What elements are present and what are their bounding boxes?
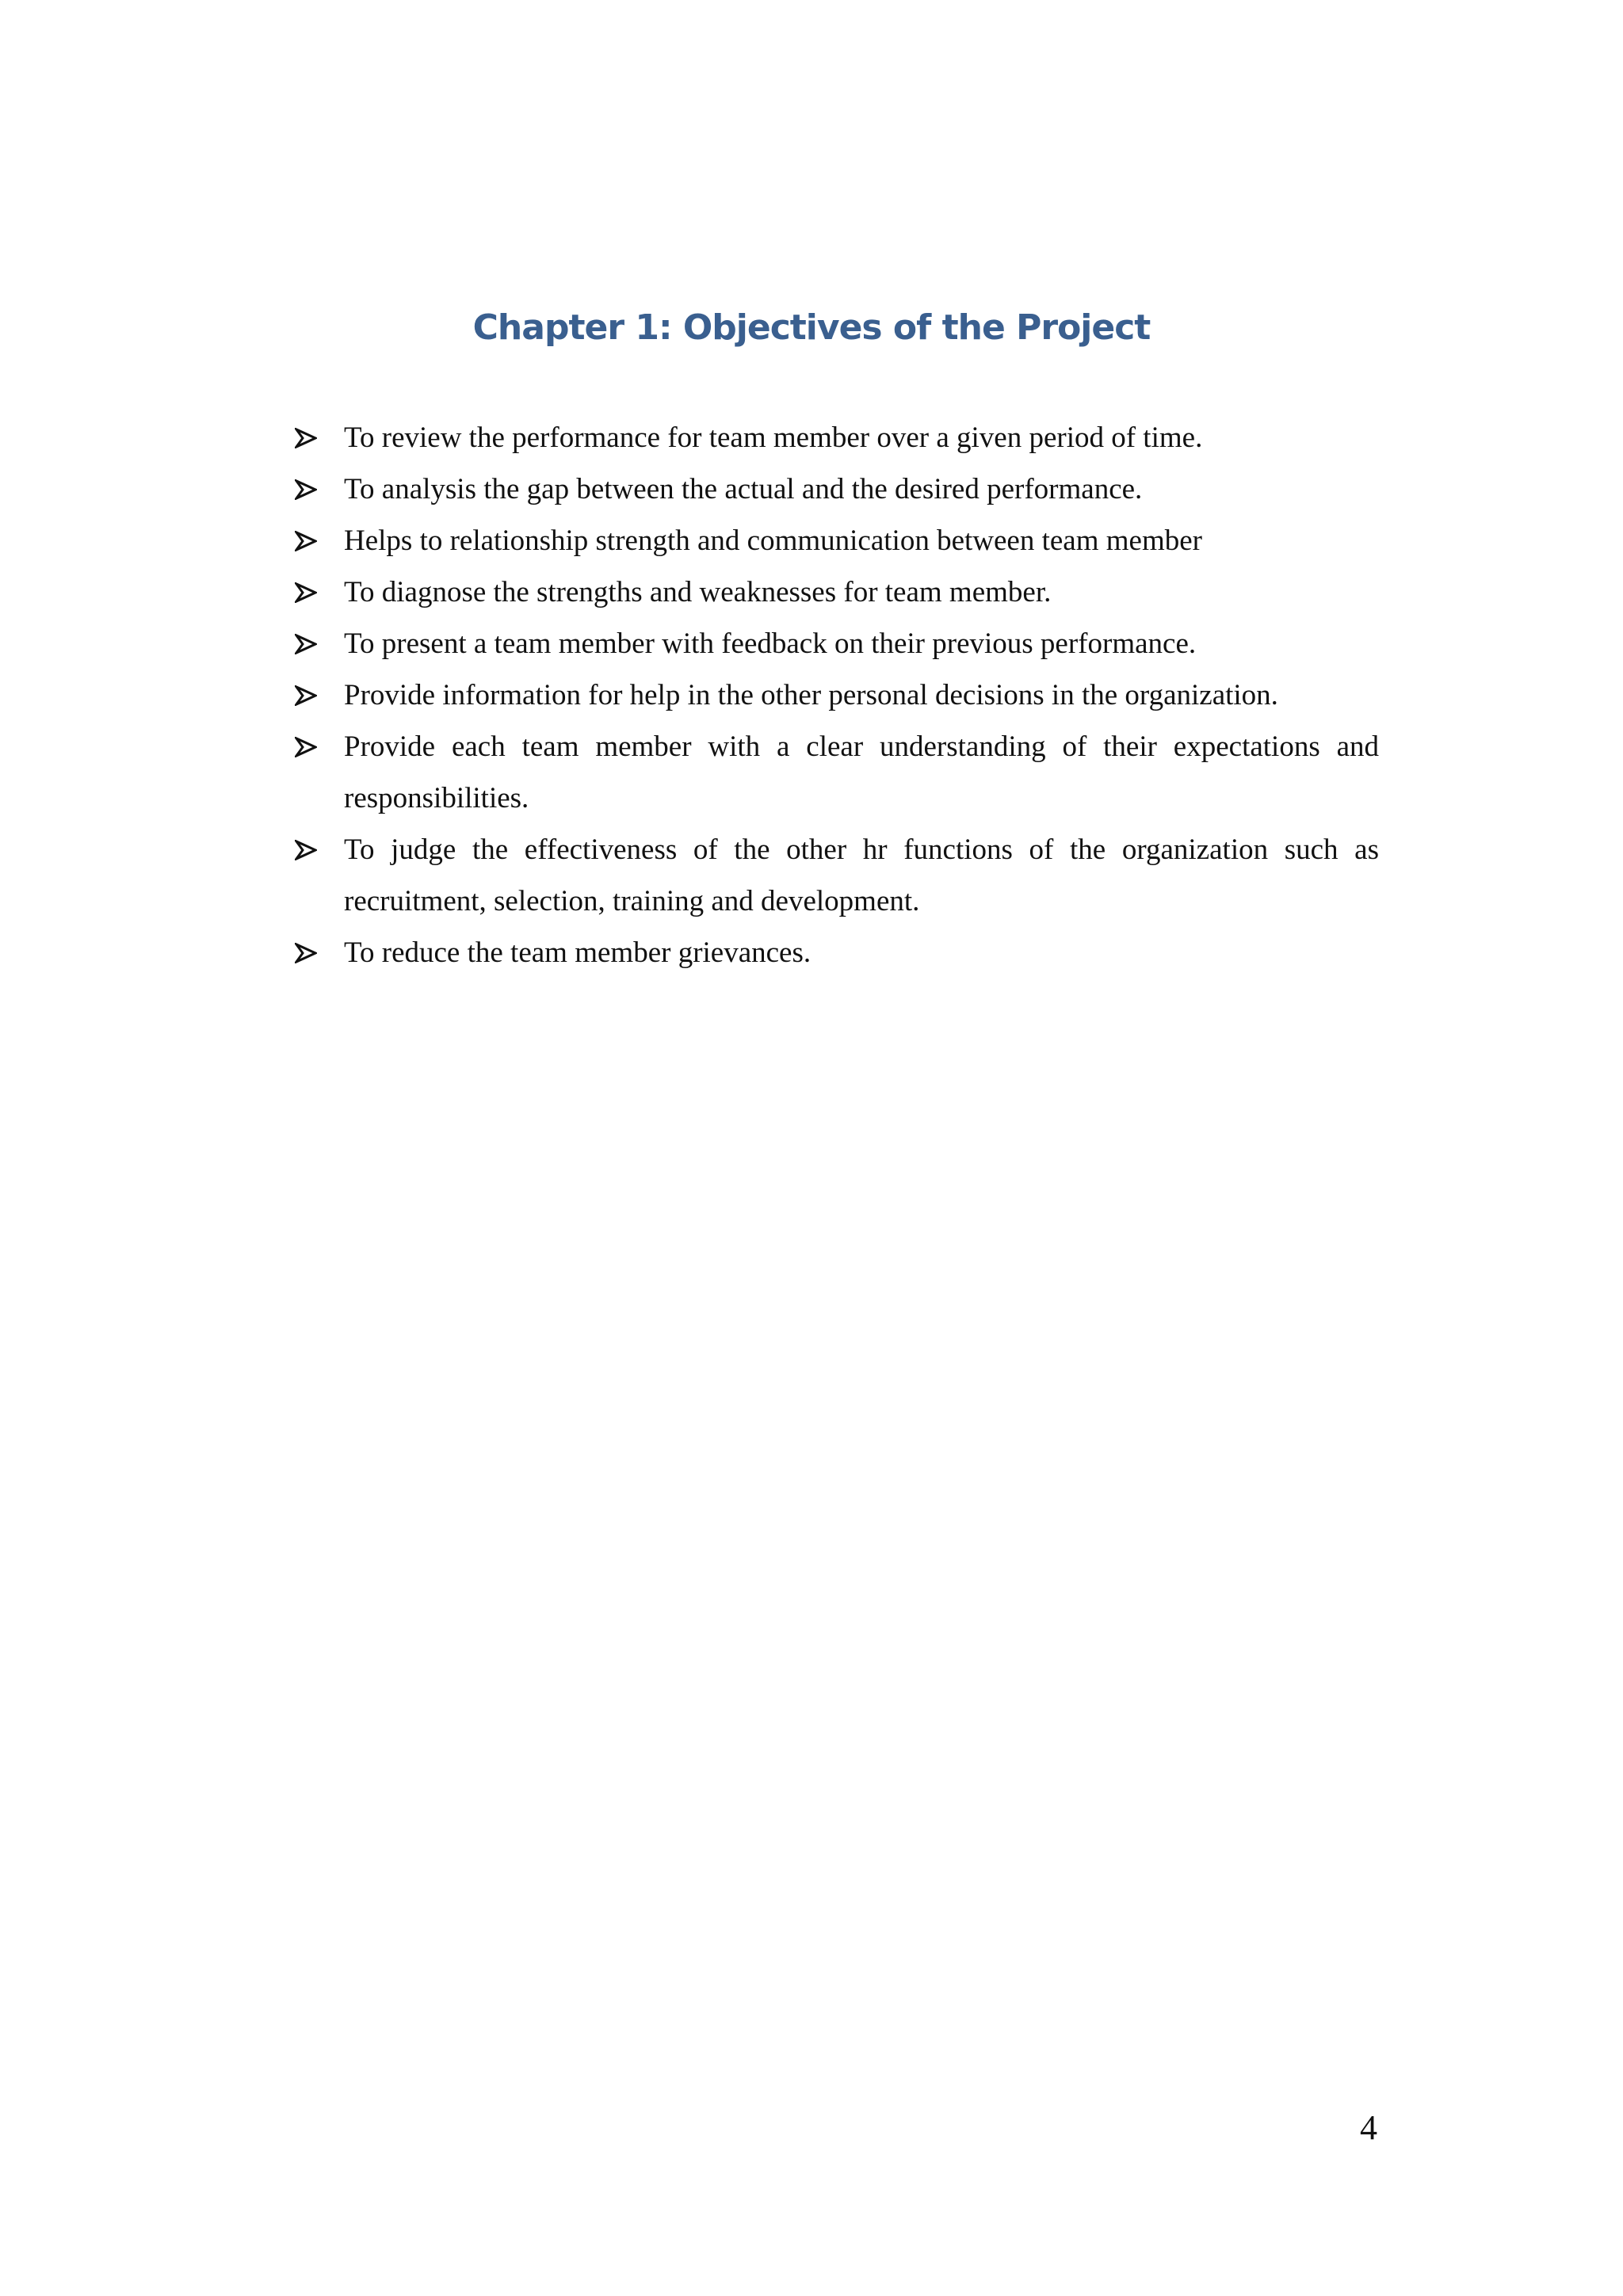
arrowhead-bullet-icon — [295, 634, 317, 654]
objective-text: To judge the effectiveness of the other hr functions of the organization such as recruitment, selection, training and development. — [344, 833, 1379, 917]
arrowhead-bullet-icon — [295, 531, 317, 551]
objective-text: To review the performance for team member over a given period of time. — [344, 421, 1203, 454]
list-item — [295, 618, 1379, 669]
objective-text: Provide each team member with a clear understanding of their expectations and responsibilities. — [344, 730, 1379, 814]
objective-text: To present a team member with feedback on their previous performance. — [344, 627, 1197, 660]
arrowhead-bullet-icon — [295, 582, 317, 603]
list-item — [295, 824, 1379, 927]
list-item — [295, 412, 1379, 463]
page-number: 4 — [1360, 2108, 1377, 2147]
arrowhead-bullet-icon — [295, 685, 317, 706]
objective-text: Provide information for help in the other personal decisions in the organization. — [344, 679, 1278, 711]
list-item — [295, 566, 1379, 618]
list-item — [295, 669, 1379, 721]
chapter-title: Chapter 1: Objectives of the Project — [472, 307, 1151, 348]
arrowhead-bullet-icon — [295, 428, 317, 448]
arrowhead-bullet-icon — [295, 479, 317, 500]
arrowhead-bullet-icon — [295, 943, 317, 963]
objective-text: To reduce the team member grievances. — [344, 936, 812, 969]
arrowhead-bullet-icon — [295, 840, 317, 860]
objective-text: To diagnose the strengths and weaknesses for team member. — [344, 576, 1052, 608]
list-item — [295, 463, 1379, 515]
objective-text: To analysis the gap between the actual and the desired performance. — [344, 473, 1143, 505]
list-item — [295, 515, 1379, 566]
list-item — [295, 721, 1379, 824]
list-item — [295, 927, 1379, 978]
objective-text: Helps to relationship strength and communication between team member — [344, 524, 1202, 557]
objectives-list — [295, 412, 1379, 978]
arrowhead-bullet-icon — [295, 737, 317, 757]
